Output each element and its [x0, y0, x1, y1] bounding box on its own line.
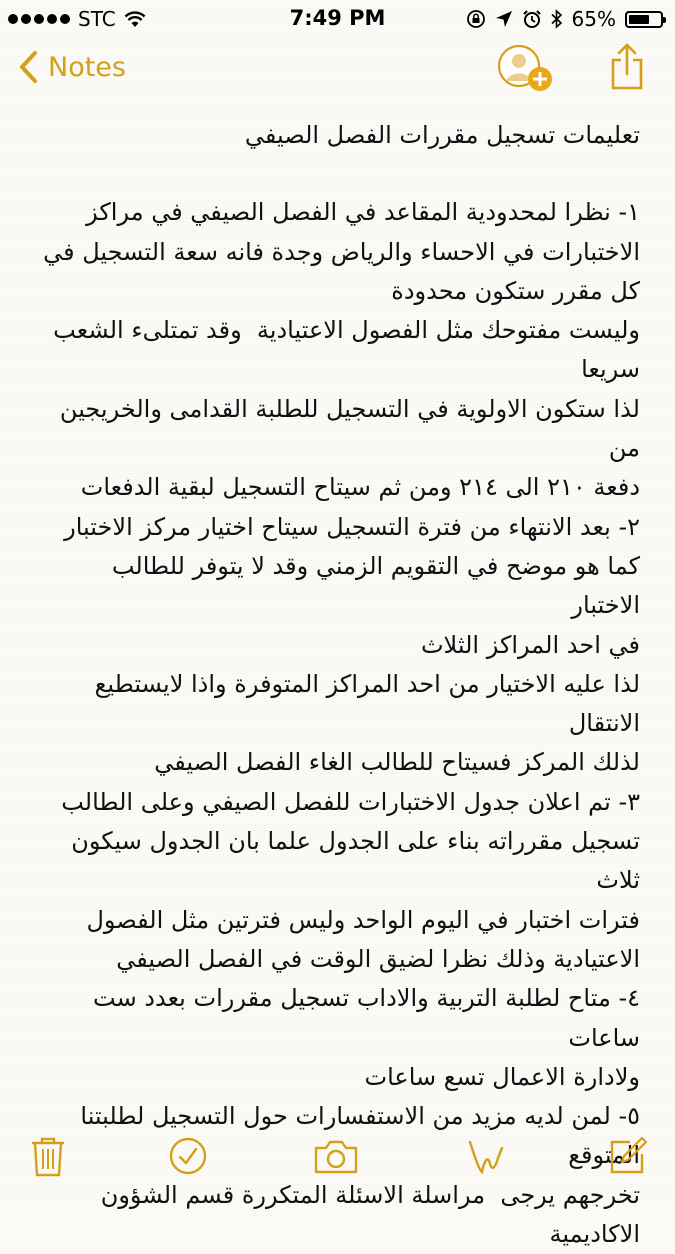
note-line: ٣- تم اعلان جدول الاختبارات للفصل الصيفي وعلى الطالب	[61, 787, 640, 816]
note-body[interactable]	[40, 116, 640, 1254]
chevron-left-icon	[18, 50, 38, 84]
add-people-icon[interactable]	[497, 44, 557, 96]
navigation-bar	[0, 38, 675, 106]
note-line: تسجيل مقرراته بناء على الجدول علما بان الجدول سيكون ثلاث	[63, 827, 640, 895]
bluetooth-icon	[551, 9, 563, 29]
compose-icon[interactable]	[606, 1134, 650, 1178]
location-icon	[495, 10, 513, 28]
sketch-icon[interactable]	[464, 1134, 508, 1178]
note-line: ٢- بعد الانتهاء من فترة التسجيل سيتاح اختيار مركز الاختبار	[64, 512, 640, 541]
note-line: ٥- لمن لديه مزيد من الاستفسارات حول التسجيل لطلبتنا المتوقع	[72, 1102, 640, 1170]
note-line: الاختبارات في الاحساء والرياض وجدة فانه سعة التسجيل في	[43, 237, 640, 266]
orientation-lock-icon	[466, 9, 486, 29]
note-title: تعليمات تسجيل مقررات الفصل الصيفي	[244, 121, 640, 149]
battery-percentage: 65%	[571, 7, 616, 31]
note-line: ٤- متاح لطلبة التربية والاداب تسجيل مقررات بعدد ست ساعات	[85, 984, 640, 1052]
note-line: لذلك المركز فسيتاح للطالب الغاء الفصل الصيفي	[154, 748, 640, 777]
alarm-icon	[522, 9, 542, 29]
back-to-notes-button[interactable]	[18, 50, 126, 84]
status-bar	[0, 0, 675, 38]
trash-icon[interactable]	[26, 1134, 70, 1178]
note-line: دفعة ٢١٠ الى ٢١٤ ومن ثم سيتاح التسجيل لبقية الدفعات	[80, 473, 640, 502]
note-line: سريعا	[581, 355, 640, 384]
note-line: لذا عليه الاختيار من احد المراكز المتوفرة واذا لايستطيع الانتقال	[87, 669, 640, 738]
blank-line	[40, 155, 640, 193]
note-line: لذا ستكون الاولوية في التسجيل للطلبة القدامى والخريجين من	[52, 394, 640, 463]
bottom-toolbar	[0, 1112, 675, 1200]
battery-icon	[625, 11, 663, 28]
note-line: وليست مفتوحك مثل الفصول الاعتيادية وقد تمتلىء الشعب	[53, 316, 640, 345]
note-line: ولادارة الاعمال تسع ساعات	[364, 1062, 640, 1091]
checkmark-icon[interactable]	[166, 1134, 210, 1178]
note-line: في احد المراكز الثلاث	[420, 630, 640, 659]
back-label: Notes	[48, 51, 126, 83]
share-icon[interactable]	[610, 42, 644, 92]
carrier-label: STC	[78, 7, 116, 31]
note-line: الاعتيادية وذلك نظرا لضيق الوقت في الفصل الصيفي	[116, 944, 640, 973]
status-right	[466, 7, 663, 31]
note-line: فترات اختبار في اليوم الواحد وليس فترتين مثل الفصول	[86, 905, 640, 934]
camera-icon[interactable]	[312, 1134, 360, 1178]
clock: 7:49 PM	[289, 6, 386, 30]
note-line: ١- نظرا لمحدودية المقاعد في الفصل الصيفي في مراكز	[86, 198, 640, 227]
note-line: كل مقرر ستكون محدودة	[391, 276, 640, 305]
note-line: تخرجهم يرجى مراسلة الاسئلة المتكررة قسم الشؤون الاكاديمية	[93, 1180, 640, 1249]
note-line: كما هو موضح في التقويم الزمني وقد لا يتوفر للطالب الاختبار	[104, 551, 640, 620]
